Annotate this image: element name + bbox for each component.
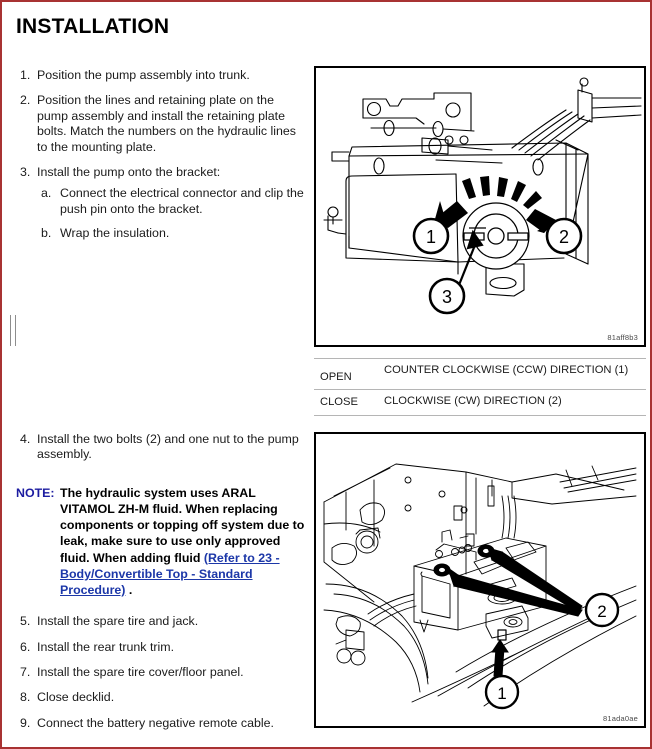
figure-id-label: 81aff8b3 (607, 333, 638, 342)
step-number: 4. (20, 432, 31, 446)
step-number: 7. (20, 665, 31, 680)
step-number: 3. (20, 165, 31, 180)
step-text: Connect the battery negative remote cable. (37, 715, 274, 730)
list-item (16, 665, 308, 680)
figure-pump-release-valve (314, 66, 646, 347)
callout-1 (414, 219, 448, 253)
callout-2-leaders (448, 548, 582, 616)
table-row (314, 390, 646, 416)
table-cell-direction: CLOCKWISE (CW) DIRECTION (2) (384, 390, 646, 416)
list-item (16, 716, 308, 731)
figure-1-illustration (316, 68, 644, 345)
step-number: 9. (20, 715, 31, 730)
svg-text:1: 1 (425, 227, 437, 247)
note-label: NOTE: (16, 485, 55, 500)
procedure-list-lower (16, 432, 308, 741)
callout-1 (486, 676, 518, 708)
step-number: 5. (20, 614, 31, 629)
figure-2-illustration (316, 434, 644, 726)
note-text-after-link: . (125, 583, 133, 598)
callout-1-leader (492, 640, 508, 676)
figure-pump-in-trunk (314, 432, 646, 728)
list-item (16, 614, 308, 629)
list-item (16, 432, 308, 463)
revision-change-bar (10, 315, 16, 346)
callout-3 (430, 279, 464, 313)
step-text: Install the pump onto the bracket: (37, 165, 221, 180)
table-cell-state: OPEN (314, 359, 384, 390)
list-item (16, 640, 308, 655)
list-item (16, 93, 306, 155)
callout-2 (586, 594, 618, 626)
substep-letter: a. (41, 186, 52, 201)
list-item (16, 690, 308, 705)
table-cell-direction: COUNTER CLOCKWISE (CCW) DIRECTION (1) (384, 359, 646, 390)
step-text: Install the rear trunk trim. (37, 639, 175, 654)
step-text: Install the spare tire cover/floor panel. (37, 665, 244, 680)
table-row (314, 359, 646, 390)
step-text: Position the pump assembly into trunk. (37, 68, 250, 82)
procedure-list-upper (16, 68, 306, 251)
page-title: INSTALLATION (16, 15, 170, 38)
list-item (16, 186, 306, 217)
substep-letter: b. (41, 226, 52, 241)
svg-text:1: 1 (497, 684, 507, 703)
step-text: Close decklid. (37, 690, 115, 705)
figure-id-label: 81ada0ae (603, 714, 638, 723)
svg-text:2: 2 (558, 227, 570, 247)
note-text-before-link: The hydraulic system uses ARAL VITAMOL ZH-M fluid. When replacing components or topping off system due to leak, make sure to use only approved fluid. When adding fluid (60, 485, 305, 565)
note-body (60, 485, 308, 598)
list-item (16, 68, 306, 83)
list-item (16, 165, 306, 180)
callout-2 (547, 219, 581, 253)
note-block (16, 485, 308, 598)
step-number: 2. (20, 93, 31, 108)
step-text: Install the two bolts (2) and one nut to the pump assembly. (37, 432, 299, 462)
substep-text: Wrap the insulation. (60, 226, 170, 241)
bolt-heads (434, 545, 494, 576)
substep-text: Connect the electrical connector and clip the push pin onto the bracket. (60, 186, 304, 216)
step-number: 8. (20, 690, 31, 705)
step-text: Position the lines and retaining plate on the pump assembly and install the retaining plate bolts. Match the numbers on the hydraulic lines to the mounting plate. (37, 93, 296, 154)
step-text: Install the spare tire and jack. (37, 614, 199, 629)
svg-text:3: 3 (441, 287, 453, 307)
list-item (16, 226, 306, 241)
direction-table (314, 358, 646, 416)
table-cell-state: CLOSE (314, 390, 384, 416)
step-number: 1. (20, 68, 31, 82)
svg-text:2: 2 (597, 602, 607, 621)
cross-reference-link[interactable]: (Refer to 23 - Body/Convertible Top - Standard Procedure) (60, 550, 280, 598)
step-number: 6. (20, 639, 31, 654)
